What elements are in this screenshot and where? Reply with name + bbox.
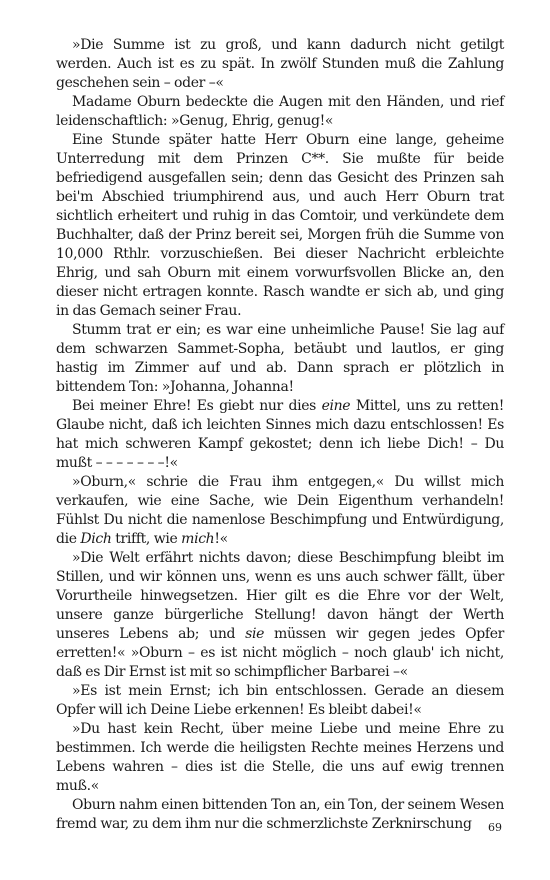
emphasis-text: mich bbox=[181, 531, 215, 547]
paragraph-text: Oburn nahm einen bittenden Ton an, ein Ton, der seinem Wesen fremd war, zu dem ihm nur die schmerzlichste Zerknirschung bbox=[56, 797, 504, 832]
paragraph-text: müssen wir gegen jedes Opfer erretten!« »Oburn – es ist nicht möglich – noch glaub' ich nicht, daß es Dir Ernst ist mit so schimpflicher Barbarei –« bbox=[56, 626, 504, 680]
paragraph-text: Bei meiner Ehre! Es giebt nur dies bbox=[72, 398, 322, 414]
paragraph-8 bbox=[56, 682, 504, 720]
paragraph-text: trifft, wie bbox=[111, 531, 182, 547]
paragraph-text: »Oburn,« schrie die Frau ihm entgegen,« Du willst mich verkaufen, wie eine Sache, wie Dein Eigenthum verhandeln! Fühlst Du nicht die namenlose Beschimpfung und Entwürdigung, die bbox=[56, 474, 504, 547]
paragraph-text: !« bbox=[214, 531, 228, 547]
paragraph-6 bbox=[56, 473, 504, 549]
paragraph-text: »Die Summe ist zu groß, und kann dadurch nicht getilgt werden. Auch ist es zu spät. In zwölf Stunden muß die Zahlung geschehen sein – oder –« bbox=[56, 37, 504, 91]
paragraph-7 bbox=[56, 549, 504, 682]
paragraph-4 bbox=[56, 321, 504, 397]
emphasis-text: Dich bbox=[80, 531, 112, 547]
emphasis-text: eine bbox=[321, 398, 351, 414]
paragraph-3 bbox=[56, 131, 504, 321]
page-body bbox=[56, 36, 504, 834]
emphasis-text: sie bbox=[245, 626, 265, 642]
paragraph-text: Stumm trat er ein; es war eine unheimliche Pause! Sie lag auf dem schwarzen Sammet-Sopha, betäubt und lautlos, er ging hastig im Zimmer auf und ab. Dann sprach er plötzlich in bittendem Ton: »Johanna, Johanna! bbox=[56, 322, 504, 395]
paragraph-text: Madame Oburn bedeckte die Augen mit den Händen, und rief leidenschaftlich: »Genug, Ehrig, genug!« bbox=[56, 94, 504, 129]
paragraph-text: »Die Welt erfährt nichts davon; diese Beschimpfung bleibt im Stillen, und wir können uns, wenn es uns auch schwer fällt, über Vorurtheile hinwegsetzen. Hier gilt es die Ehre vor der Welt, unsere ganze bürgerliche Stellung! davon hängt der Werth unseres Lebens ab; und bbox=[56, 550, 504, 642]
paragraph-2 bbox=[56, 93, 504, 131]
paragraph-text: Eine Stunde später hatte Herr Oburn eine lange, geheime Unterredung mit dem Prinzen C**. Sie mußte für beide befriedigend ausgefallen sein; denn das Gesicht des Prinzen sah bei'm Abschied triumphirend aus, und auch Herr Oburn trat sichtlich erheitert und ruhig in das Comtoir, und verkündete dem Buchhalter, daß der Prinz bereit sei, Morgen früh die Summe von 10,000 Rthlr. vorzuschießen. Bei dieser Nachricht erbleichte Ehrig, und sah Oburn mit einem vorwurfsvollen Blicke an, den dieser nicht ertragen konnte. Rasch wandte er sich ab, und ging in das Gemach seiner Frau. bbox=[56, 132, 504, 319]
paragraph-text: »Es ist mein Ernst; ich bin entschlossen. Gerade an diesem Opfer will ich Deine Liebe erkennen! Es bleibt dabei!« bbox=[56, 683, 504, 718]
paragraph-text: Mittel, uns zu retten! Glaube nicht, daß ich leichten Sinnes mich dazu entschlossen! Es hat mich schweren Kampf gekostet; denn ich liebe Dich! – Du mußt – – – – – – –!« bbox=[56, 398, 504, 471]
paragraph-9 bbox=[56, 720, 504, 796]
paragraph-10 bbox=[56, 796, 504, 834]
paragraph-text: »Du hast kein Recht, über meine Liebe und meine Ehre zu bestimmen. Ich werde die heiligsten Rechte meines Herzens und Lebens wahren – dies ist die Stelle, die uns auf ewig trennen muß.« bbox=[56, 721, 504, 794]
paragraph-1 bbox=[56, 36, 504, 93]
page-number: 69 bbox=[488, 821, 502, 834]
paragraph-5 bbox=[56, 397, 504, 473]
